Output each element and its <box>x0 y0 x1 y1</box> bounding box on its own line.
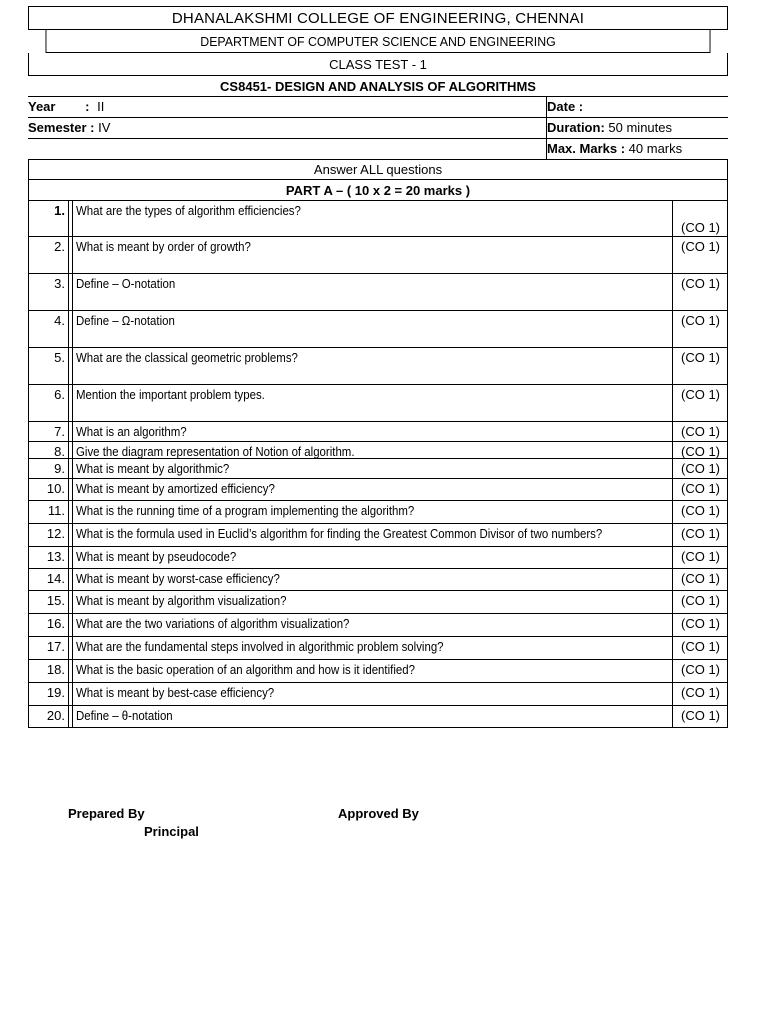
question-text: What is the running time of a program implementing the algorithm? <box>76 503 415 518</box>
question-number: 19. <box>46 685 65 700</box>
question-list <box>28 201 728 728</box>
course-outcome: (CO 1) <box>681 593 720 608</box>
question-text: Give the diagram representation of Notion of algorithm. <box>76 444 355 458</box>
question-row <box>28 274 728 311</box>
course-outcome: (CO 1) <box>681 461 720 476</box>
course-outcome: (CO 1) <box>681 526 720 541</box>
question-number: 13. <box>46 549 65 564</box>
question-row <box>28 459 728 479</box>
question-text: Mention the important problem types. <box>76 387 265 402</box>
question-text: What is meant by worst-case efficiency? <box>76 571 280 586</box>
question-text: What is meant by order of growth? <box>76 239 251 254</box>
duration-value: 50 minutes <box>608 120 672 135</box>
question-number: 10. <box>46 481 65 496</box>
question-number: 16. <box>46 616 65 631</box>
question-number: 1. <box>54 203 65 218</box>
question-text: What is meant by pseudocode? <box>76 549 237 564</box>
question-text: What is meant by algorithm visualization? <box>76 593 287 608</box>
course-outcome: (CO 1) <box>681 313 720 328</box>
approved-by: Approved By <box>338 806 419 821</box>
question-row <box>28 385 728 422</box>
department-name: DEPARTMENT OF COMPUTER SCIENCE AND ENGINEERING <box>46 30 711 53</box>
course-outcome: (CO 1) <box>681 685 720 700</box>
course-outcome: (CO 1) <box>681 503 720 518</box>
instructions: Answer ALL questions <box>28 160 728 180</box>
question-text: What is the basic operation of an algorithm and how is it identified? <box>76 662 415 677</box>
course-outcome: (CO 1) <box>681 639 720 654</box>
course-outcome: (CO 1) <box>681 220 720 235</box>
college-name: DHANALAKSHMI COLLEGE OF ENGINEERING, CHENNAI <box>28 6 728 30</box>
question-text: Define – Ω-notation <box>76 313 175 328</box>
question-text: Define – θ-notation <box>76 708 173 723</box>
question-number: 2. <box>54 239 65 254</box>
info-row-semester <box>28 118 728 139</box>
question-number: 11. <box>47 503 65 518</box>
question-row <box>28 201 728 237</box>
duration-label: Duration: <box>547 120 605 135</box>
question-number: 6. <box>54 387 65 402</box>
max-marks-value: 40 marks <box>628 141 683 156</box>
semester-label: Semester : <box>28 120 95 135</box>
course-outcome: (CO 1) <box>681 387 720 402</box>
question-row <box>28 683 728 706</box>
course-outcome: (CO 1) <box>681 571 720 586</box>
course-outcome: (CO 1) <box>681 616 720 631</box>
question-number: 7. <box>54 424 65 439</box>
prepared-by: Prepared By <box>68 806 145 821</box>
year-value: II <box>97 99 105 114</box>
question-row <box>28 660 728 683</box>
course-outcome: (CO 1) <box>681 481 720 496</box>
course-outcome: (CO 1) <box>681 549 720 564</box>
date-label: Date : <box>547 99 584 114</box>
question-text: What is the formula used in Euclid’s algorithm for finding the Greatest Common Divisor of two numbers? <box>76 526 603 541</box>
course-outcome: (CO 1) <box>681 662 720 677</box>
part-heading: PART A – ( 10 x 2 = 20 marks ) <box>28 180 728 201</box>
question-number: 20. <box>46 708 65 723</box>
course-outcome: (CO 1) <box>681 444 720 459</box>
exam-sheet <box>28 6 728 728</box>
question-number: 18. <box>46 662 65 677</box>
question-text: What are the fundamental steps involved in algorithmic problem solving? <box>76 639 444 654</box>
question-row <box>28 311 728 348</box>
question-row <box>28 501 728 524</box>
semester-value: IV <box>98 120 111 135</box>
course-title: CS8451- DESIGN AND ANALYSIS OF ALGORITHMS <box>28 76 728 97</box>
question-text: What is meant by amortized efficiency? <box>76 481 275 496</box>
info-row-year <box>28 97 728 118</box>
question-number: 4. <box>54 313 65 328</box>
question-row <box>28 547 728 569</box>
question-row <box>28 348 728 385</box>
question-text: What is meant by algorithmic? <box>76 461 230 476</box>
question-number: 5. <box>54 350 65 365</box>
question-text: Define – O-notation <box>76 276 176 291</box>
year-label: Year <box>28 99 56 114</box>
question-text: What are the classical geometric problems? <box>76 350 298 365</box>
question-row <box>28 637 728 660</box>
question-row <box>28 614 728 637</box>
question-text: What is an algorithm? <box>76 424 187 439</box>
question-number: 9. <box>54 461 65 476</box>
question-row <box>28 524 728 547</box>
question-row <box>28 442 728 459</box>
max-marks-label: Max. Marks : <box>547 141 626 156</box>
principal: Principal <box>144 824 199 839</box>
course-outcome: (CO 1) <box>681 708 720 723</box>
question-row <box>28 479 728 501</box>
info-row-marks <box>28 139 728 160</box>
question-number: 17. <box>46 639 65 654</box>
question-row <box>28 569 728 591</box>
question-row <box>28 591 728 614</box>
question-number: 8. <box>54 444 65 459</box>
question-row <box>28 706 728 728</box>
question-text: What is meant by best-case efficiency? <box>76 685 275 700</box>
course-outcome: (CO 1) <box>681 276 720 291</box>
question-text: What are the types of algorithm efficiencies? <box>76 203 301 218</box>
question-number: 15. <box>46 593 65 608</box>
question-number: 12. <box>46 526 65 541</box>
question-text: What are the two variations of algorithm visualization? <box>76 616 350 631</box>
question-row <box>28 237 728 274</box>
question-number: 14. <box>46 571 65 586</box>
question-row <box>28 422 728 442</box>
course-outcome: (CO 1) <box>681 424 720 439</box>
year-separator: : <box>85 99 90 114</box>
course-outcome: (CO 1) <box>681 350 720 365</box>
test-title: CLASS TEST - 1 <box>28 53 728 76</box>
question-number: 3. <box>54 276 65 291</box>
course-outcome: (CO 1) <box>681 239 720 254</box>
